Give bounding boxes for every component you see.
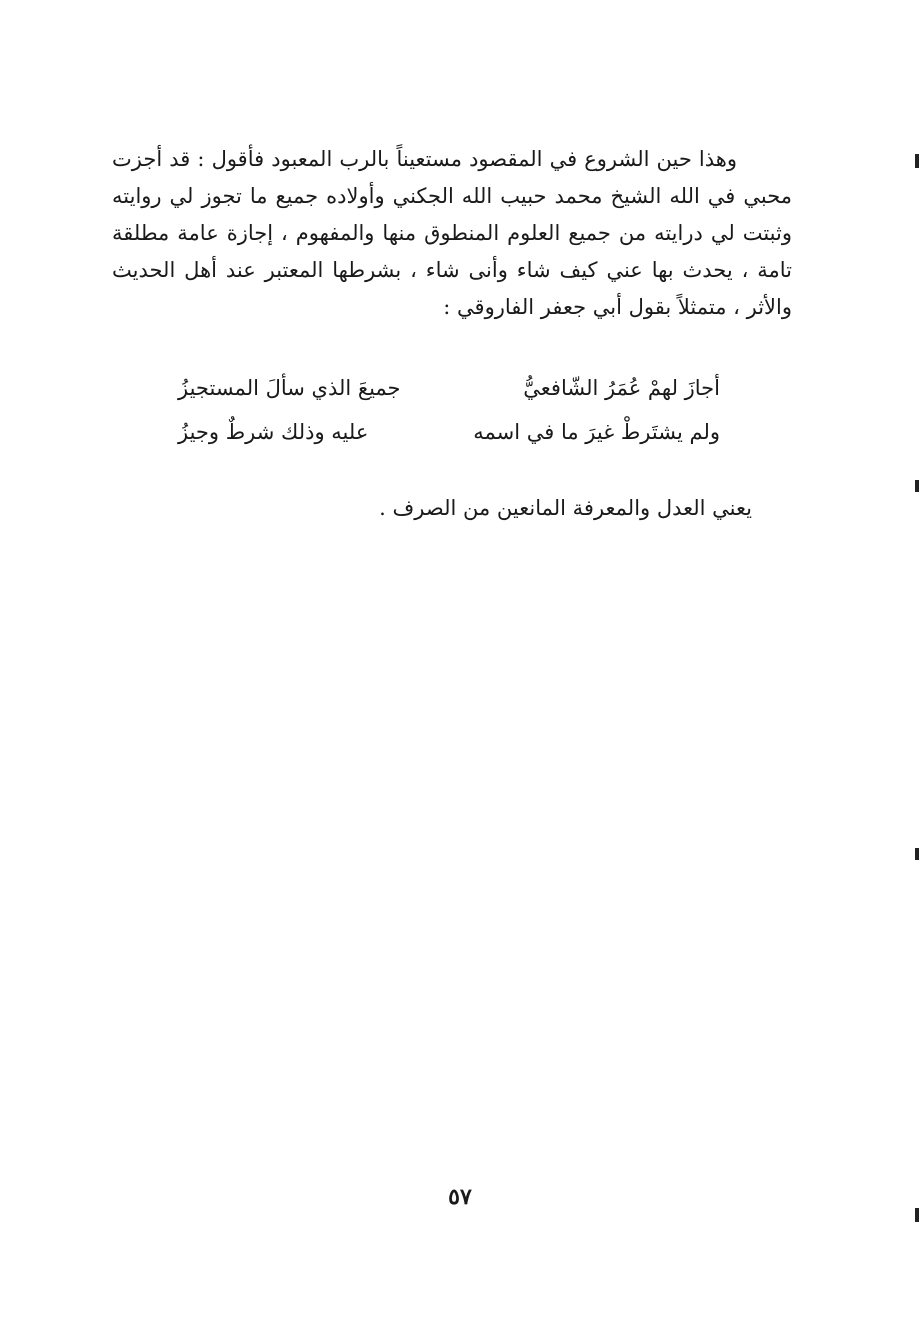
main-paragraph bbox=[112, 141, 792, 326]
explanatory-note: يعني العدل والمعرفة المانعين من الصرف . bbox=[379, 496, 752, 520]
poem-verse bbox=[178, 366, 720, 410]
paragraph-line: والأثر ، متمثلاً بقول أبي جعفر الفاروقي : bbox=[443, 295, 792, 319]
scan-edge-mark bbox=[915, 1208, 919, 1222]
verse-second-hemistich: عليه وذلك شرطٌ وجيزُ bbox=[178, 420, 369, 444]
paragraph-line: تامة ، يحدث بها عني كيف شاء وأنى شاء ، بشرطها المعتبر عند أهل الحديث bbox=[112, 258, 792, 282]
verse-first-hemistich: أجازَ لهمْ عُمَرُ الشّافعيُّ bbox=[523, 376, 720, 400]
paragraph-line: محبي في الله الشيخ محمد حبيب الله الجكني وأولاده جميع ما تجوز لي روايته bbox=[112, 184, 792, 208]
paragraph-line: وهذا حين الشروع في المقصود مستعيناً بالرب المعبود فأقول : قد أجزت bbox=[112, 147, 737, 171]
poem-verse bbox=[178, 410, 720, 454]
scan-edge-mark bbox=[915, 480, 919, 492]
page-number: ٥٧ bbox=[448, 1184, 472, 1210]
scan-edge-mark bbox=[915, 848, 919, 860]
verse-first-hemistich: ولم يشتَرطْ غيرَ ما في اسمه bbox=[473, 420, 720, 444]
poem-verses bbox=[178, 366, 720, 454]
verse-second-hemistich: جميعَ الذي سألَ المستجيزُ bbox=[178, 376, 401, 400]
scan-edge-mark bbox=[915, 154, 919, 168]
paragraph-line: وثبتت لي درايته من جميع العلوم المنطوق منها والمفهوم ، إجازة عامة مطلقة bbox=[112, 221, 792, 245]
